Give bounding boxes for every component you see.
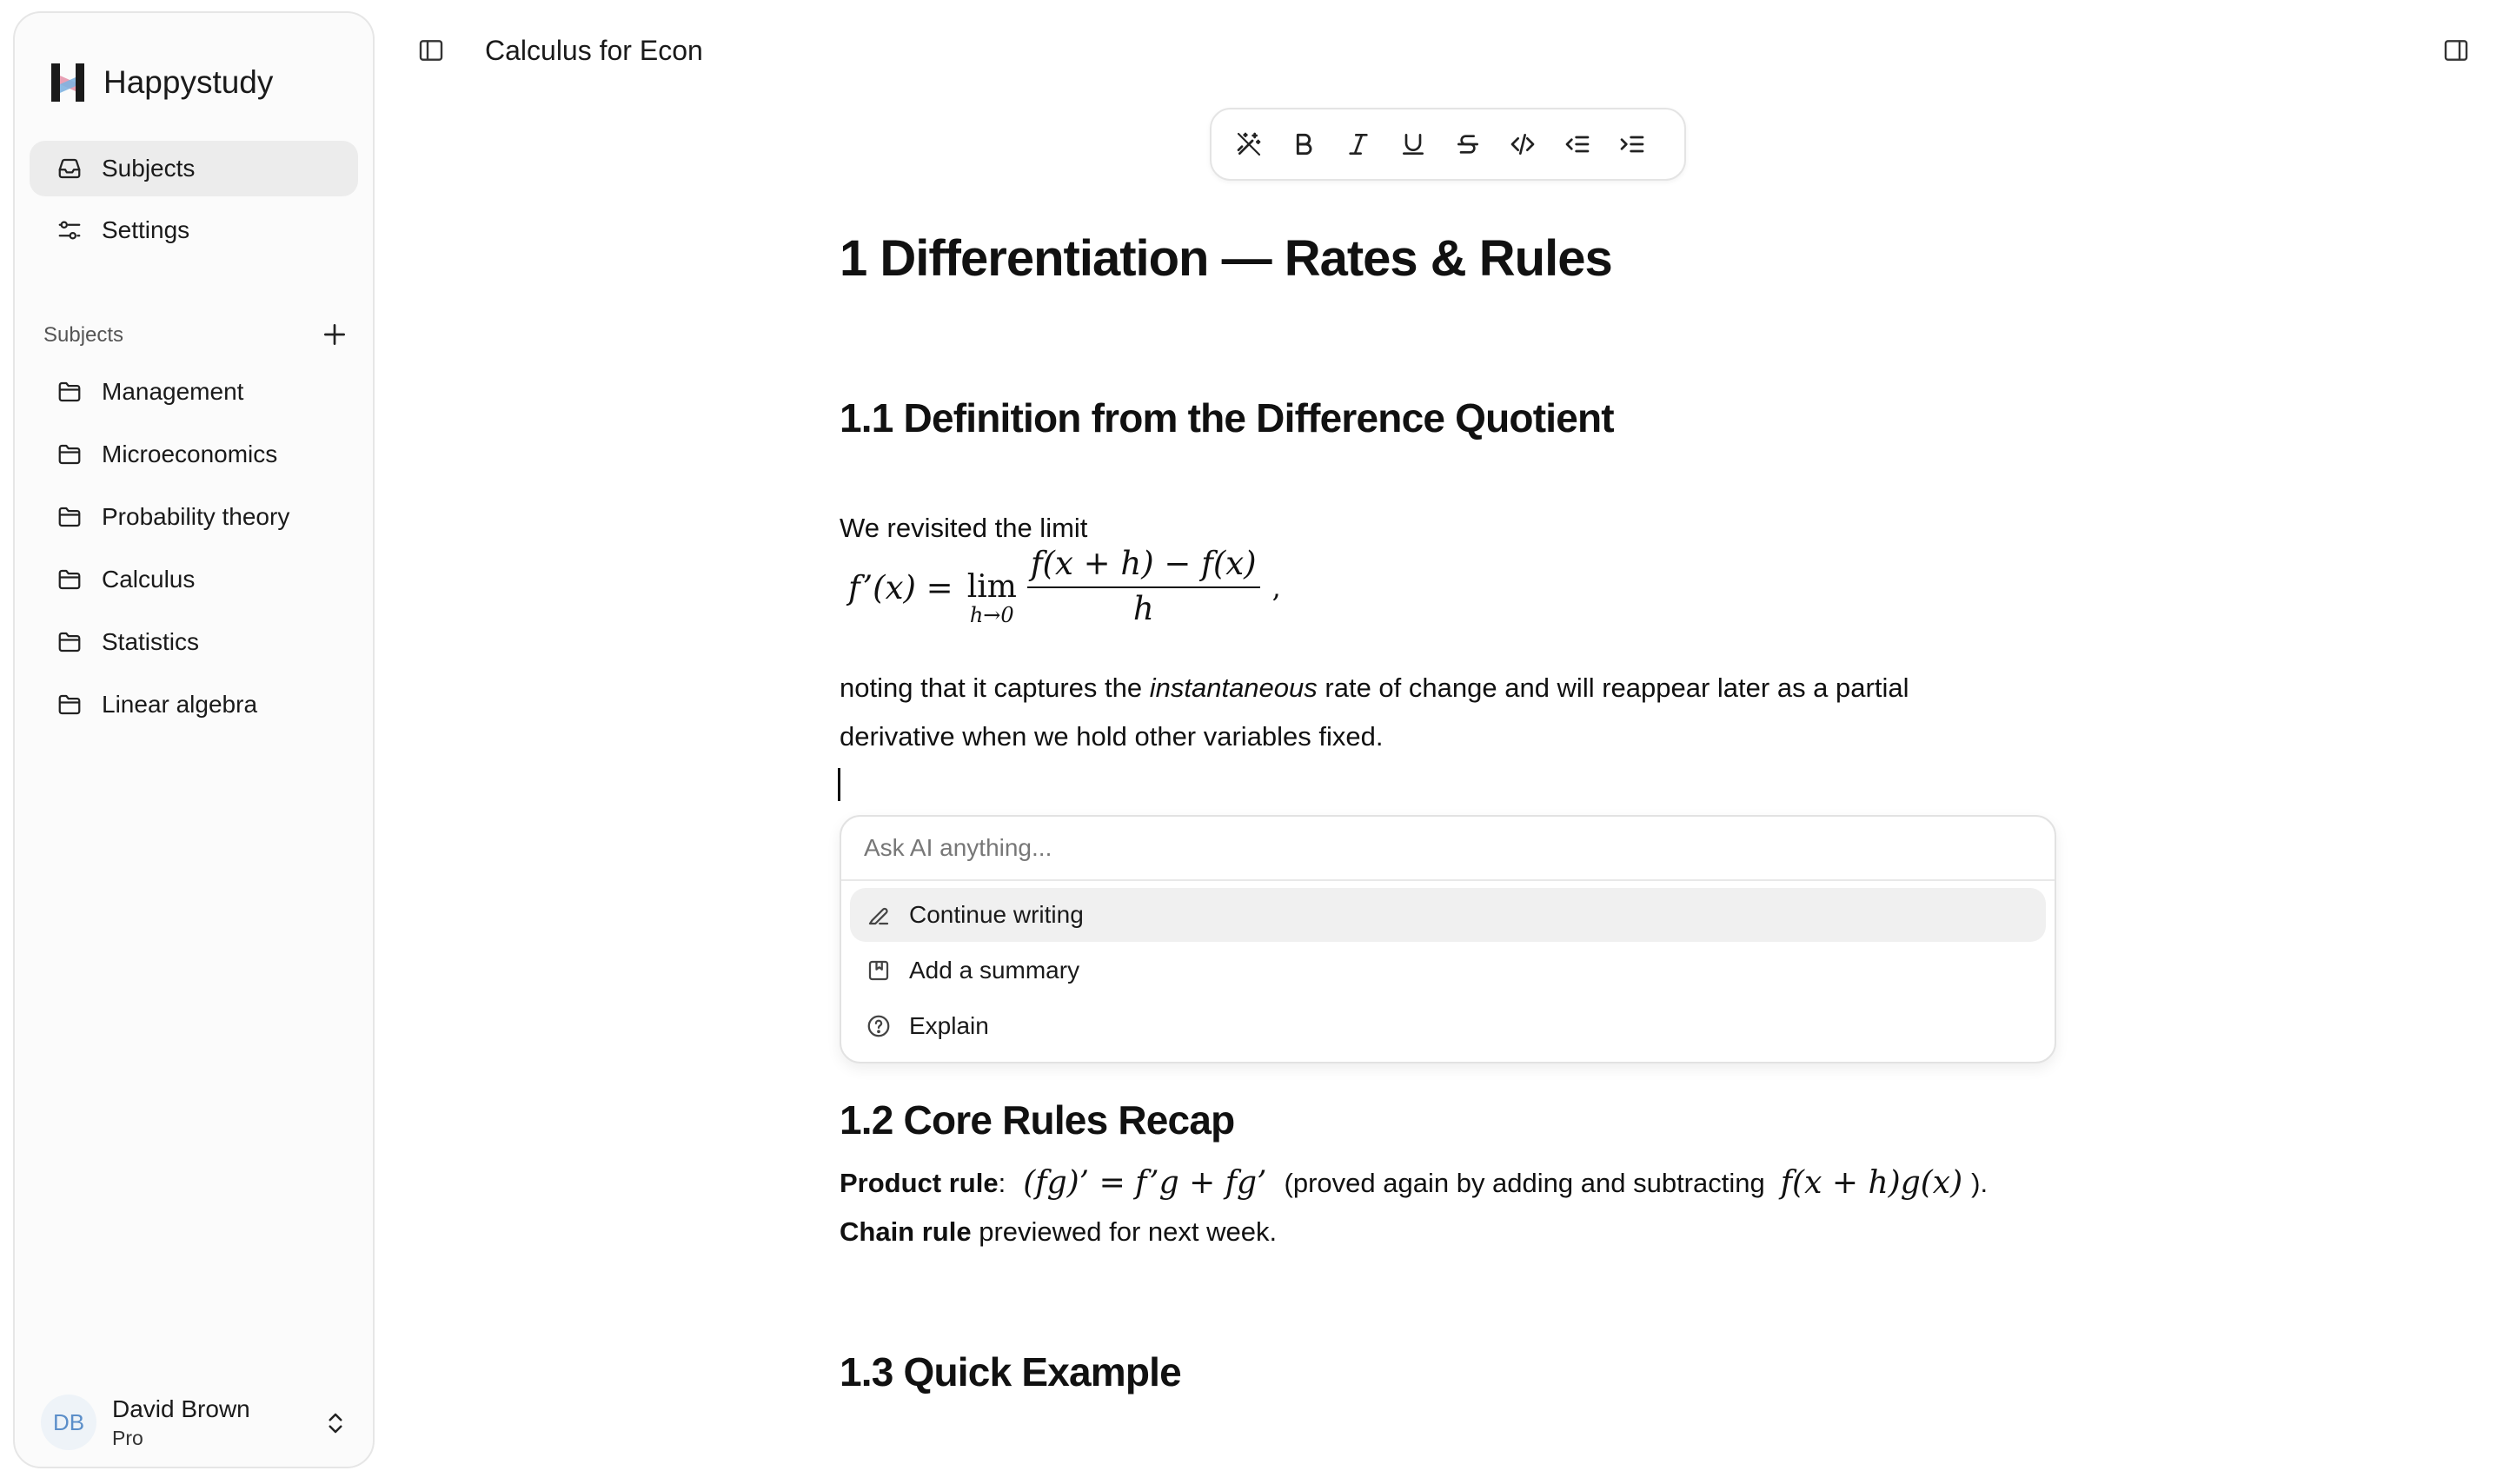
text-run: rate of change and will reappear later as a partial	[1317, 672, 1909, 703]
user-menu[interactable]	[41, 1388, 362, 1457]
inbox-icon	[56, 156, 83, 182]
heading-section-1-1: 1.1 Definition from the Difference Quotient	[840, 395, 1614, 441]
add-subject-icon[interactable]	[321, 321, 349, 348]
underline-button[interactable]	[1397, 128, 1430, 161]
user-plan: Pro	[112, 1426, 143, 1449]
subject-item-microeconomics[interactable]	[30, 427, 358, 481]
folder-icon	[56, 566, 83, 593]
folder-icon	[56, 504, 83, 530]
chevrons-up-down-icon	[322, 1408, 349, 1438]
product-rule-formula: (fg)’ = f’g + fg’	[1023, 1165, 1267, 1201]
paragraph-intro: We revisited the limit	[840, 513, 1088, 543]
text-cursor	[838, 768, 840, 801]
underline-icon	[1399, 130, 1427, 158]
indent-button[interactable]	[1616, 128, 1649, 161]
bold-button[interactable]	[1287, 128, 1320, 161]
subject-label: Microeconomics	[102, 441, 278, 467]
product-rule-note: (proved again by adding and subtracting	[1284, 1168, 1765, 1198]
formula-trailing-comma: ,	[1271, 571, 1281, 604]
ask-ai-input[interactable]	[841, 817, 2055, 881]
ai-option-label: Explain	[909, 1012, 989, 1039]
subject-label: Management	[102, 378, 244, 405]
text-run: noting that it captures the	[840, 672, 1150, 703]
folder-icon	[56, 441, 83, 467]
document-title: Calculus for Econ	[485, 35, 703, 66]
subjects-section-label: Subjects	[43, 323, 124, 347]
paragraph-explanation-line-2: derivative when we hold other variables fixed.	[840, 721, 1384, 752]
product-rule-label: Product rule	[840, 1168, 999, 1198]
chain-rule-line	[840, 1208, 1277, 1256]
subject-item-management[interactable]	[30, 365, 358, 419]
paragraph-explanation-line-1	[840, 664, 1909, 712]
ai-option-explain[interactable]	[850, 999, 2046, 1053]
subject-item-probability-theory[interactable]	[30, 490, 358, 544]
app-logo[interactable]	[50, 48, 273, 117]
ai-option-label: Add a summary	[909, 957, 1080, 984]
italic-button[interactable]	[1342, 128, 1375, 161]
nav-item-subjects[interactable]	[30, 141, 358, 196]
subject-label: Calculus	[102, 566, 196, 593]
ai-magic-button[interactable]	[1232, 128, 1265, 161]
folder-icon	[56, 629, 83, 655]
ai-option-label: Continue writing	[909, 901, 1084, 928]
product-rule-term: f(x + h)g(x)	[1780, 1165, 1963, 1201]
formula-fraction	[1027, 545, 1260, 630]
subject-item-statistics[interactable]	[30, 615, 358, 669]
avatar: DB	[41, 1395, 96, 1450]
right-panel-toggle-icon[interactable]	[2442, 36, 2470, 64]
magic-wand-icon	[1235, 130, 1263, 158]
product-rule-colon: :	[998, 1168, 1006, 1198]
strikethrough-icon	[1454, 130, 1482, 158]
fraction-numerator: f(x + h) − f(x)	[1027, 545, 1260, 588]
heading-1: 1 Differentiation — Rates & Rules	[840, 230, 1612, 287]
subject-label: Linear algebra	[102, 691, 258, 718]
bold-icon	[1290, 130, 1318, 158]
derivative-formula	[848, 546, 1281, 629]
indent-icon	[1618, 130, 1646, 158]
sidebar-toggle-icon[interactable]	[417, 36, 445, 64]
code-button[interactable]	[1506, 128, 1539, 161]
folder-icon	[56, 379, 83, 405]
subject-item-calculus[interactable]	[30, 553, 358, 606]
pencil-icon	[866, 902, 892, 928]
app-name: Happystudy	[103, 64, 274, 100]
chain-rule-label: Chain rule	[840, 1216, 972, 1247]
happystudy-logo-icon	[50, 60, 88, 105]
ai-option-continue-writing[interactable]	[850, 888, 2046, 942]
subject-label: Probability theory	[102, 503, 290, 530]
lim-word: lim	[966, 569, 1017, 605]
outdent-button[interactable]	[1561, 128, 1594, 161]
sliders-icon	[56, 217, 83, 243]
emphasis-text: instantaneous	[1149, 672, 1318, 703]
chain-rule-text: previewed for next week.	[971, 1216, 1278, 1247]
sidebar	[13, 11, 375, 1468]
question-icon	[866, 1013, 892, 1039]
subject-item-linear-algebra[interactable]	[30, 678, 358, 732]
lim-subscript: h→0	[969, 603, 1014, 627]
nav-label: Subjects	[102, 155, 196, 182]
user-name: David Brown	[112, 1395, 250, 1422]
heading-section-1-3: 1.3 Quick Example	[840, 1349, 1181, 1395]
strikethrough-button[interactable]	[1451, 128, 1484, 161]
fraction-denominator: h	[1132, 590, 1154, 627]
summary-icon	[866, 957, 892, 984]
product-rule-close: ).	[1971, 1168, 1988, 1198]
heading-section-1-2: 1.2 Core Rules Recap	[840, 1097, 1235, 1143]
nav-label: Settings	[102, 216, 190, 243]
italic-icon	[1344, 130, 1372, 158]
outdent-icon	[1564, 130, 1591, 158]
nav-item-settings[interactable]	[30, 202, 358, 258]
product-rule-line	[840, 1159, 1988, 1208]
ai-command-menu	[840, 815, 2056, 1063]
code-icon	[1509, 130, 1537, 158]
folder-icon	[56, 692, 83, 718]
subject-label: Statistics	[102, 628, 200, 655]
formula-limit	[966, 569, 1017, 627]
formula-lhs: f’(x) =	[848, 568, 953, 606]
ai-option-add-summary[interactable]	[850, 944, 2046, 997]
formatting-toolbar	[1210, 108, 1686, 181]
